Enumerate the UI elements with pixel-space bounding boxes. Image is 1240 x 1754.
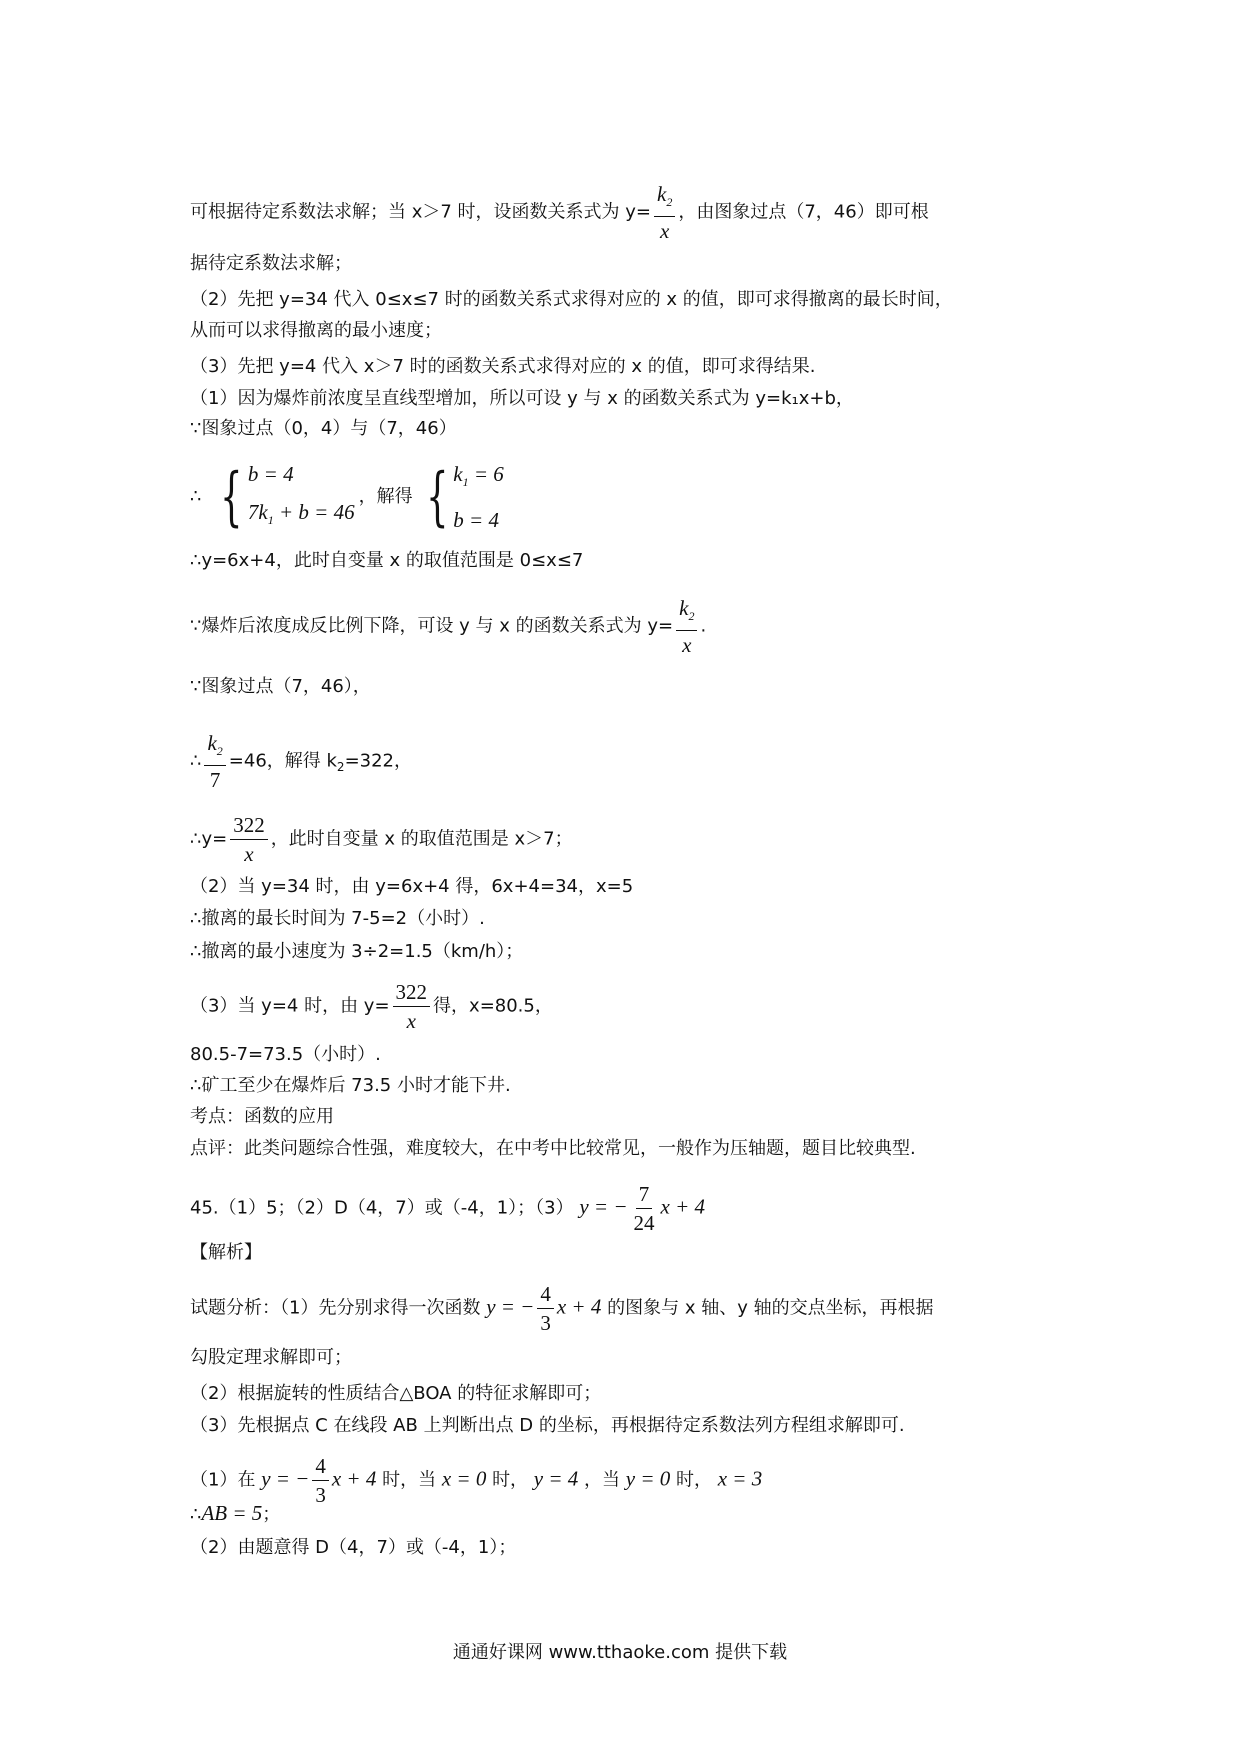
math: y = − — [486, 1294, 535, 1319]
line-4: 从而可以求得撤离的最小速度； — [190, 320, 442, 341]
line-25: 勾股定理求解即可； — [190, 1347, 352, 1368]
line-30: （2）由题意得 D（4，7）或（-4，1）； — [190, 1537, 517, 1558]
subscript: 2 — [666, 195, 673, 210]
line-23: 【解析】 — [190, 1242, 262, 1263]
fraction-322-over-x: $\frac{322}{x}$ — [230, 813, 268, 866]
line-21: 点评：此类问题综合性强，难度较大，在中考中比较常见，一般作为压轴题，题目比较典型. — [190, 1138, 916, 1159]
text: ∴y= — [190, 828, 228, 850]
text: （1）在 — [190, 1469, 256, 1491]
fraction-322-over-x: $\frac{322}{x}$ — [393, 980, 431, 1033]
text: 时， — [492, 1469, 529, 1491]
denominator: x — [660, 219, 670, 244]
text: ，解得 — [358, 486, 413, 508]
footer: 通通好课网 www.tthaoke.com 提供下载 — [452, 1642, 788, 1663]
line-13 — [190, 813, 573, 866]
line-2: 据待定系数法求解； — [190, 253, 352, 274]
fraction-4-over-3: $\frac{4}{3}$ — [312, 1454, 329, 1507]
text: （3）当 y=4 时，由 y= — [190, 995, 390, 1017]
text: 45.（1）5；（2）D（4，7）或（-4，1）；（3） — [190, 1197, 574, 1219]
line-3: （2）先把 y=34 代入 0≤x≤7 时的函数关系式求得对应的 x 的值，即可求得撤离的最长时间， — [190, 289, 953, 310]
text: 时，当 — [382, 1469, 437, 1491]
line-7: ∵图象过点（0，4）与（7，46） — [190, 418, 457, 439]
math: x + 4 — [660, 1194, 706, 1219]
line-18: 80.5-7=73.5（小时）. — [190, 1044, 381, 1065]
text: 试题分析：（1）先分别求得一次函数 — [190, 1297, 481, 1319]
equation-systems — [190, 455, 508, 539]
line-15: ∴撤离的最长时间为 7-5=2（小时）. — [190, 908, 485, 929]
brace-icon: { — [425, 460, 449, 535]
line-5: （3）先把 y=4 代入 x＞7 时的函数关系式求得对应的 x 的值，即可求得结果. — [190, 356, 816, 377]
line-11: ∵图象过点（7，46）， — [190, 676, 371, 697]
subscript: 2 — [336, 760, 345, 775]
therefore-symbol: ∴ — [190, 486, 202, 508]
brace-icon: { — [220, 460, 243, 535]
text: ，当 — [584, 1469, 621, 1491]
line-17 — [190, 980, 553, 1033]
text: ∴ — [190, 1504, 202, 1525]
fraction-k2-over-x: $\frac{k_2}{x}$ — [676, 596, 697, 657]
math: y = − — [261, 1466, 310, 1491]
math: y = − — [579, 1194, 628, 1219]
line-22 — [190, 1182, 705, 1235]
line-27: （3）先根据点 C 在线段 AB 上判断出点 D 的坐标，再根据待定系数法列方程组求解即可. — [190, 1415, 905, 1436]
text: ∵爆炸后浓度成反比例下降，可设 y 与 x 的函数关系式为 y= — [190, 615, 674, 637]
math: x + 4 — [331, 1466, 377, 1491]
line-10 — [190, 596, 706, 657]
line-14: （2）当 y=34 时，由 y=6x+4 得，6x+4=34，x=5 — [190, 876, 634, 897]
fraction-7-over-24: $\frac{7}{24}$ — [633, 1182, 655, 1235]
system2-row1: $k_1 = 6$ — [453, 462, 504, 490]
text: 得，x=80.5， — [433, 995, 553, 1017]
math: y = 0 — [625, 1466, 671, 1491]
numerator: k — [657, 182, 667, 206]
text: ，由图象过点（7，46）即可根 — [678, 201, 929, 223]
math: y = 4 — [533, 1466, 579, 1491]
math: x + 4 — [556, 1294, 602, 1319]
fraction-k2-over-7: $\frac{k_2}{7}$ — [204, 731, 225, 792]
math: AB = 5 — [201, 1501, 263, 1525]
math: x = 0 — [441, 1466, 487, 1491]
line-19: ∴矿工至少在爆炸后 73.5 小时才能下井. — [190, 1075, 511, 1096]
system1-row1: b = 4 — [247, 462, 294, 486]
system2-row2: b = 4 — [453, 508, 499, 533]
line-24 — [190, 1282, 934, 1335]
text: ∴ — [190, 750, 202, 772]
text: ，此时自变量 x 的取值范围是 x＞7； — [270, 828, 573, 850]
text: 可根据待定系数法求解；当 x＞7 时，设函数关系式为 y= — [190, 201, 652, 223]
line-20: 考点：函数的应用 — [190, 1106, 334, 1127]
text: ； — [262, 1504, 281, 1525]
line-6: （1）因为爆炸前浓度呈直线型增加，所以可设 y 与 x 的函数关系式为 y=k₁x+b， — [190, 388, 854, 409]
fraction-4-over-3: $\frac{4}{3}$ — [537, 1282, 554, 1335]
text: 时， — [676, 1469, 712, 1491]
text: . — [700, 615, 707, 637]
text: =322， — [344, 750, 413, 772]
line-12 — [190, 731, 412, 792]
line-1 — [190, 182, 929, 243]
text: 的图象与 x 轴、y 轴的交点坐标，再根据 — [607, 1297, 934, 1319]
fraction-k2-over-x — [654, 182, 675, 243]
line-9: ∴y=6x+4，此时自变量 x 的取值范围是 0≤x≤7 — [190, 550, 584, 571]
equation-system-2 — [417, 455, 504, 539]
math: x = 3 — [717, 1466, 763, 1491]
line-26: （2）根据旋转的性质结合△BOA 的特征求解即可； — [190, 1383, 602, 1404]
system1-row2: $7k_1 + b = 46$ — [247, 500, 355, 528]
line-16: ∴撤离的最小速度为 3÷2=1.5（km/h）； — [190, 941, 524, 962]
text: =46，解得 k — [228, 750, 337, 772]
equation-system-1 — [211, 455, 354, 539]
line-29 — [190, 1500, 280, 1528]
